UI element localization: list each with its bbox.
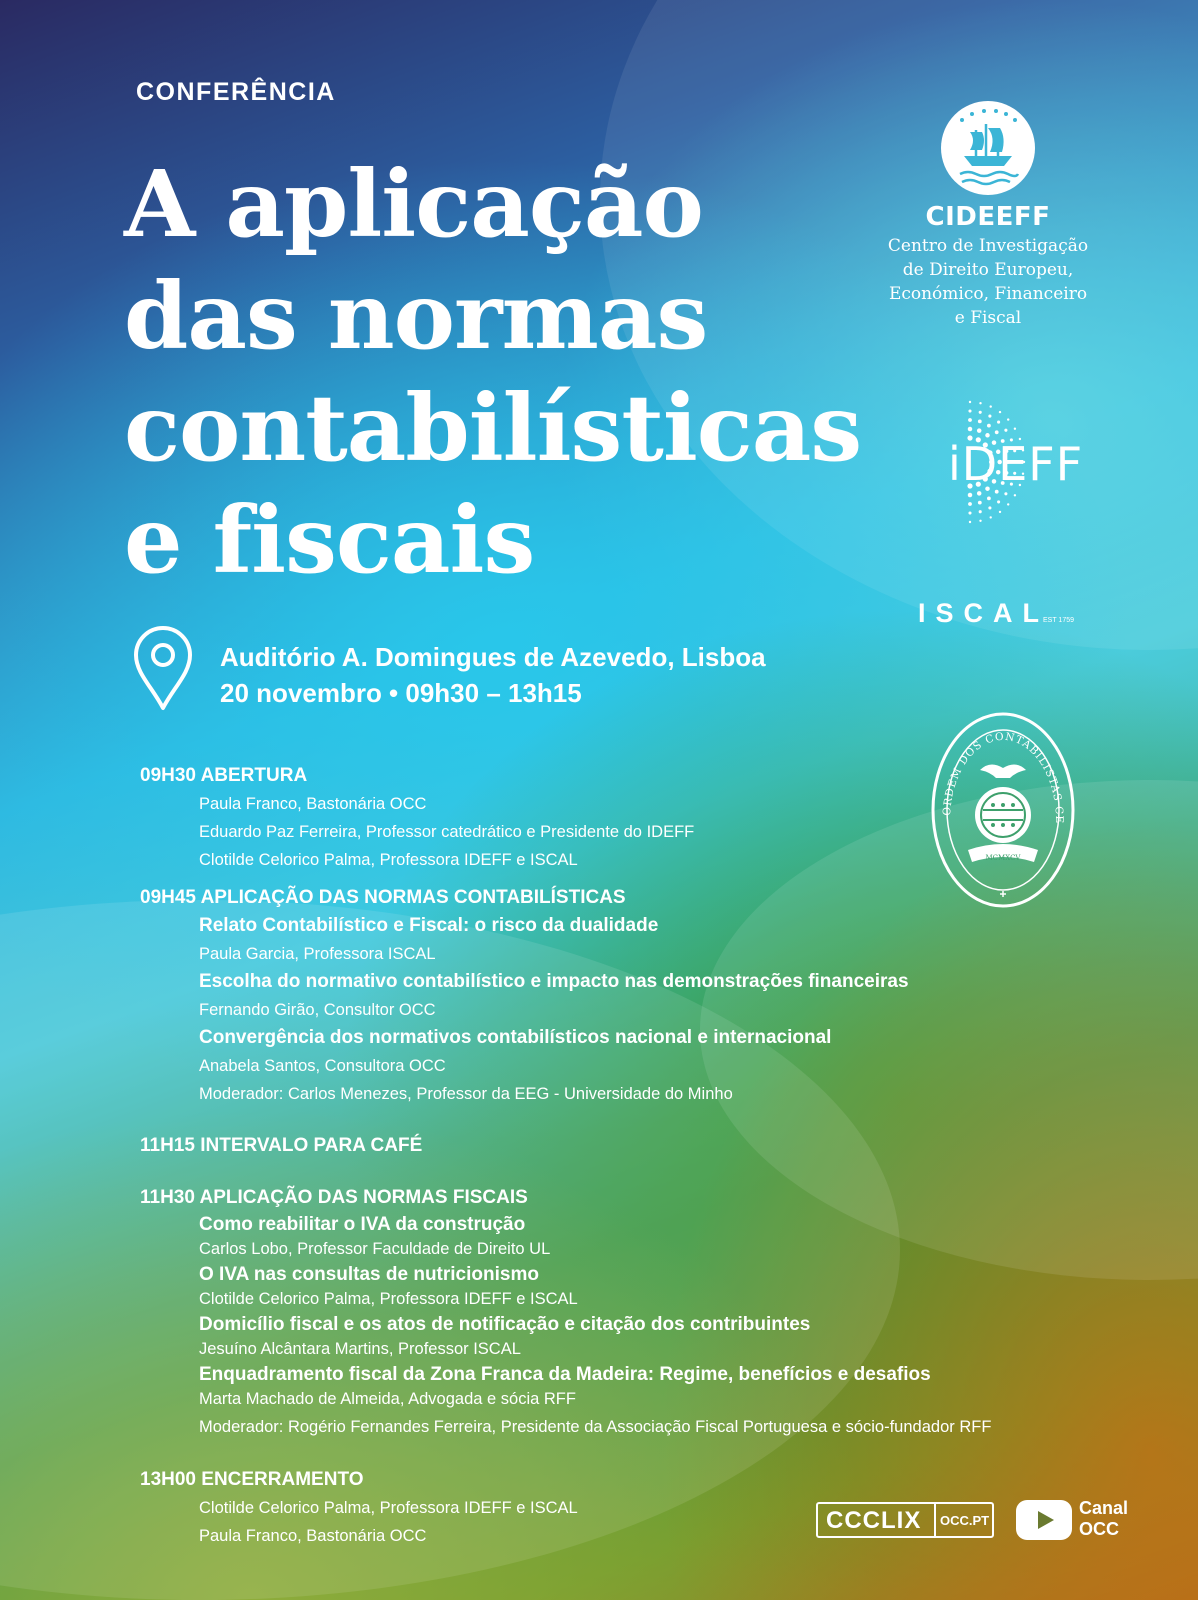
cideeff-name: CIDEEFF [925,202,1051,232]
ship-emblem-icon [940,100,1036,196]
logo-dot [999,511,1001,513]
canal-occ-label[interactable] [1079,1498,1128,1540]
talk-title: Domicílio fiscal e os atos de notificação e citação dos contribuintes [199,1314,811,1335]
logo-dot [1004,429,1007,432]
speaker: Fernando Girão, Consultor OCC [199,1001,436,1019]
title-line: contabilísticas [124,374,862,482]
logo-dot [1014,428,1016,430]
moderator: Moderador: Carlos Menezes, Professor da EEG - Universidade do Minho [199,1085,733,1103]
logo-dot [977,428,982,433]
logo-dot [1007,418,1009,420]
logo-dot [978,501,982,505]
title-line: e fiscais [124,486,535,594]
logo-dot [999,411,1001,413]
speaker: Jesuíno Alcântara Martins, Professor ISCAL [199,1340,521,1358]
logo-dot [1007,503,1009,505]
ccclix-domain: OCC.PT [940,1513,990,1528]
location-pin-icon [132,625,194,711]
logo-dot [968,493,973,498]
program-block-opening [140,762,1180,874]
logo-dot [969,521,971,523]
speaker: Clotilde Celorico Palma, Professora IDEFF e ISCAL [199,851,578,869]
program-block-break [140,1132,1180,1160]
divider [934,1504,936,1536]
logo-dot [988,506,991,509]
venue-place: Auditório A. Domingues de Azevedo, Lisboa [220,642,766,672]
logo-dot [987,497,991,501]
logo-dot [968,502,972,506]
logo-dot [995,430,999,434]
logo-dot [969,401,971,403]
program-block-accounting [140,884,1180,1108]
speaker: Clotilde Celorico Palma, Professora IDEFF e ISCAL [199,1290,578,1308]
logo-dot [997,500,1000,503]
canal-line: Canal [1079,1498,1129,1518]
program-block-tax [140,1184,1180,1442]
venue-datetime: 20 novembro • 09h30 – 13h15 [220,678,582,708]
cideeff-description [868,234,1108,330]
speaker: Paula Franco, Bastonária OCC [199,1527,427,1545]
block-heading: 09H30 ABERTURA [140,765,308,786]
seal-text: ORDEM DOS CONTABILISTAS CE [940,730,1066,825]
logo-dot [1014,494,1016,496]
venue-info [132,625,832,715]
cideeff-desc-line: Económico, Financeiro [888,284,1088,304]
block-heading: 11H30 APLICAÇÃO DAS NORMAS FISCAIS [140,1187,528,1208]
speaker: Marta Machado de Almeida, Advogada e sócia RFF [199,1390,576,1408]
logo-dot [968,511,971,514]
block-heading: 11H15 INTERVALO PARA CAFÉ [140,1135,423,1156]
block-heading: 09H45 APLICAÇÃO DAS NORMAS CONTABILÍSTICAS [140,887,626,908]
iscal-name: ISCAL [918,598,1049,628]
speaker: Clotilde Celorico Palma, Professora IDEFF e ISCAL [199,1499,578,1517]
speaker: Anabela Santos, Consultora OCC [199,1057,446,1075]
ideff-logo [940,395,1084,530]
logo-dot [979,520,981,522]
cideeff-logo [868,100,1108,330]
logo-dot [988,415,991,418]
logo-dot [990,405,992,407]
talk-title: Escolha do normativo contabilístico e impacto nas demonstrações financeiras [199,971,909,992]
logo-dot [979,510,982,513]
talk-title: Convergência dos normativos contabilísticos nacional e internacional [199,1027,832,1048]
logo-dot [977,491,982,496]
logo-dot [987,424,991,428]
talk-title: Enquadramento fiscal da Zona Franca da Madeira: Regime, benefícios e desafios [199,1364,931,1385]
cideeff-desc-line: Centro de Investigação [887,236,1089,256]
speaker: Eduardo Paz Ferreira, Professor catedrático e Presidente do IDEFF [199,823,695,841]
cideeff-desc-line: e Fiscal [954,308,1022,328]
ccclix-logo[interactable] [816,1502,994,1538]
moderator: Moderador: Rogério Fernandes Ferreira, Presidente da Associação Fiscal Portuguesa e sócio-fundador RFF [199,1418,992,1436]
block-heading: 13H00 ENCERRAMENTO [140,1469,364,1490]
seal-year: MCMXCV [985,854,1021,862]
iscal-est: EST 1759 [1043,617,1075,624]
talk-title: O IVA nas consultas de nutricionismo [199,1264,539,1285]
logo-dot [968,409,971,412]
speaker: Paula Franco, Bastonária OCC [199,795,427,813]
iscal-logo [918,598,1074,629]
logo-dot [978,420,982,424]
event-title [124,148,861,596]
program-schedule [140,762,1180,1550]
event-type-label: CONFERÊNCIA [136,78,336,106]
broadcast-channels [816,1498,1136,1542]
title-line: A aplicação [124,150,703,258]
ideff-name: iDEFF [948,437,1084,491]
logo-dot [979,402,981,404]
title-line: das normas [124,262,708,370]
cideeff-desc-line: de Direito Europeu, [902,260,1074,280]
talk-title: Relato Contabilístico e Fiscal: o risco da dualidade [199,915,659,936]
logo-dot [1004,492,1007,495]
speaker: Carlos Lobo, Professor Faculdade de Direito UL [199,1240,551,1258]
youtube-play-icon[interactable] [1016,1500,1072,1540]
canal-line: OCC [1079,1519,1119,1539]
logo-dot [968,427,973,432]
logo-dot [979,411,982,414]
logo-dot [968,418,972,422]
logo-dot [997,421,1000,424]
logo-dot [990,516,992,518]
ccclix-name: CCCLIX [826,1507,922,1534]
talk-title: Como reabilitar o IVA da construção [199,1214,526,1235]
speaker: Paula Garcia, Professora ISCAL [199,945,436,963]
